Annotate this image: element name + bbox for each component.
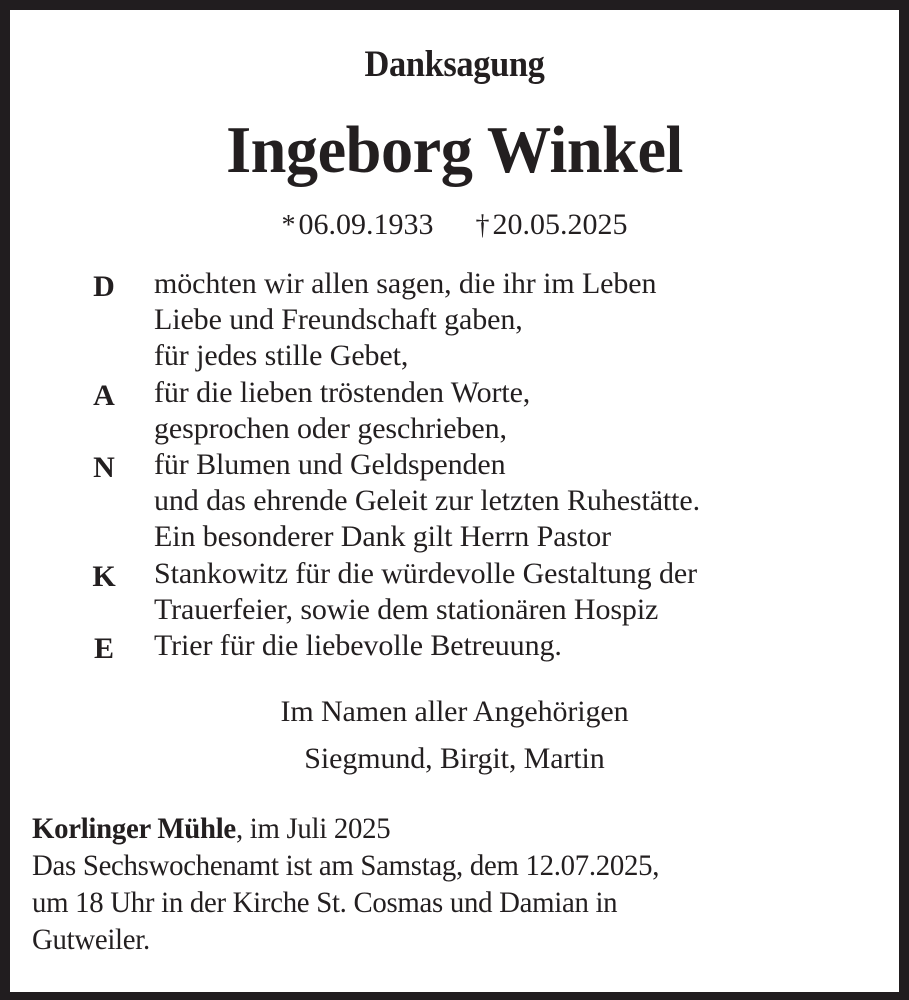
thank-you-text-line: Ein besonderer Dank gilt Herrn Pastor — [154, 520, 612, 554]
thank-you-text-line: Trier für die liebevolle Betreuung. — [154, 629, 562, 663]
acrostic-letter-n: N — [93, 451, 115, 484]
thank-you-text-block — [154, 266, 881, 664]
thank-you-text-line: Trauerfeier, sowie dem stationären Hospiz — [154, 592, 659, 626]
thank-you-text-line: für die lieben tröstenden Worte, — [154, 375, 531, 409]
notice-heading: Danksagung — [364, 44, 545, 85]
service-info-line: um 18 Uhr in der Kirche St. Cosmas und Damian in — [32, 886, 618, 919]
service-info-lines — [32, 847, 881, 958]
birth-star-icon: * — [281, 210, 296, 241]
acrostic-letter-d: D — [93, 270, 115, 303]
signature-line: Im Namen aller Angehörigen — [280, 695, 629, 728]
death-cross-icon: † — [475, 210, 490, 241]
notice-inner — [10, 46, 899, 1000]
thank-you-text-line: möchten wir allen sagen, die ihr im Leben — [154, 267, 657, 300]
service-info-line: Gutweiler. — [32, 923, 150, 956]
signature-line: Siegmund, Birgit, Martin — [304, 742, 605, 775]
thank-you-text-line: Liebe und Freundschaft gaben, — [154, 303, 523, 337]
life-dates — [28, 210, 881, 240]
death-date: 20.05.2025 — [492, 208, 628, 241]
thank-you-text-line: und das ehrende Geleit zur letzten Ruhestätte. — [154, 484, 701, 518]
place-and-month-line — [32, 810, 847, 847]
thank-you-text-line: für Blumen und Geldspenden — [154, 448, 506, 482]
acrostic-letter-k: K — [92, 559, 116, 593]
thank-you-text-line: gesprochen oder geschrieben, — [154, 411, 507, 445]
birth-date: 06.09.1933 — [298, 208, 434, 241]
acrostic-letter-a: A — [93, 378, 115, 412]
acrostic-body-block — [28, 266, 881, 666]
acrostic-letter-e: E — [93, 632, 114, 665]
signature-block — [28, 688, 881, 782]
service-info-line: Das Sechswochenamt ist am Samstag, dem 12.07.2025, — [32, 849, 660, 882]
place-name: Korlinger Mühle — [32, 812, 236, 845]
thank-you-text-line: Stankowitz für die würdevolle Gestaltung der — [154, 556, 697, 590]
deceased-name: Ingeborg Winkel — [226, 113, 683, 187]
thank-you-text-line: für jedes stille Gebet, — [154, 339, 409, 373]
footer-block — [28, 810, 881, 958]
place-month-suffix: , im Juli 2025 — [235, 812, 391, 845]
